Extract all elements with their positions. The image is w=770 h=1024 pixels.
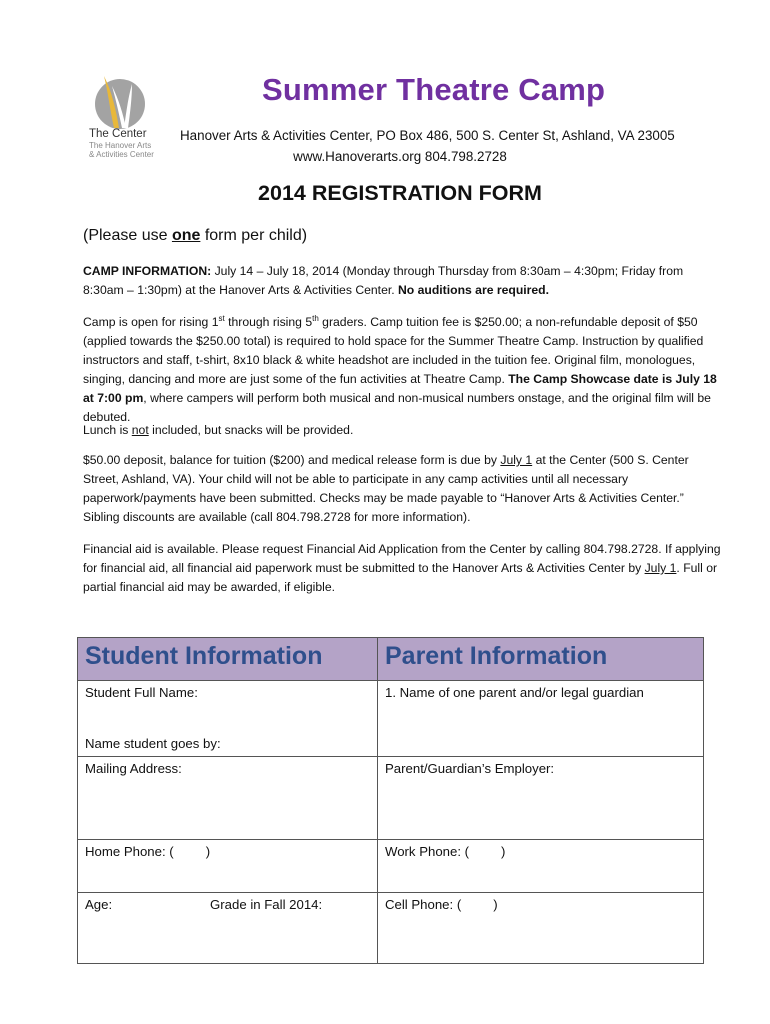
home-phone-label: Home Phone: (	[85, 844, 174, 859]
grade-label: Grade in Fall 2014:	[210, 897, 323, 912]
employer-label: Parent/Guardian’s Employer:	[385, 761, 555, 776]
lunch-paragraph	[83, 421, 723, 440]
para-text: at the Center (500 S. Center Street, Ashland, VA). Your child will not be able to participate in any camp activities until all necessary paperwork/payments have been submitted. Checks may be made payable to “Hanover Arts & Activities Center.” Sibling discounts are available (call 804.798.2728 for more information).	[83, 453, 689, 524]
age-label: Age:	[85, 897, 113, 912]
para-text: . Full or partial financial aid may be awarded, if eligible.	[83, 561, 718, 594]
website-phone: www.Hanoverarts.org 804.798.2728	[293, 149, 507, 164]
para-text: , where campers will perform both musical and non-musical numbers onstage, and the original film will be debuted.	[83, 391, 711, 424]
work-phone-field[interactable]	[378, 840, 704, 893]
cell-phone-label: Cell Phone: (	[385, 897, 462, 912]
registration-table	[77, 637, 704, 964]
logo-sub-line1: The Hanover Arts	[89, 141, 152, 150]
note-text-end: form per child)	[200, 227, 308, 244]
parent-info-header: Parent Information	[378, 638, 704, 681]
underlined-text: July 1	[644, 561, 677, 575]
form-title: 2014 REGISTRATION FORM	[258, 181, 542, 205]
page-title: Summer Theatre Camp	[262, 72, 606, 107]
note-text: (Please use	[83, 227, 172, 244]
parent-name-label: 1. Name of one parent and/or legal guardian	[385, 685, 644, 700]
camp-details-paragraph	[83, 313, 723, 427]
para-text: through rising 5	[224, 315, 313, 329]
paren-close: )	[493, 897, 498, 912]
note-emphasis: one	[171, 227, 201, 244]
para-text: included, but snacks will be provided.	[148, 423, 354, 437]
cell-phone-field[interactable]	[378, 893, 704, 964]
paren-close: )	[205, 844, 211, 859]
logo-sub-line2: & Activities Center	[89, 150, 154, 159]
center-address: Hanover Arts & Activities Center, PO Box 486, 500 S. Center St, Ashland, VA 23005	[180, 128, 675, 143]
goes-by-label: Name student goes by:	[85, 736, 221, 751]
logo-name: The Center	[89, 128, 147, 140]
para-text: Lunch is	[83, 423, 132, 437]
camp-info-text: July 14 – July 18, 2014 (Monday through Thursday from 8:30am – 4:30pm; Friday from 8:30am – 1:30pm) at the Hanover Arts & Activities Center.	[83, 264, 684, 297]
student-name-label: Student Full Name:	[85, 685, 198, 700]
mailing-address-label: Mailing Address:	[85, 761, 182, 776]
para-text: Camp is open for rising 1	[83, 315, 219, 329]
deposit-paragraph	[83, 451, 723, 527]
para-text: $50.00 deposit, balance for tuition ($200) and medical release form is due by	[83, 453, 501, 467]
parent-name-field[interactable]	[378, 681, 704, 757]
underlined-text: not	[131, 423, 149, 437]
employer-field[interactable]	[378, 757, 704, 840]
student-info-header: Student Information	[78, 638, 378, 681]
student-name-field[interactable]	[78, 681, 378, 757]
superscript: th	[312, 313, 319, 323]
camp-information	[83, 262, 723, 300]
financial-aid-paragraph	[83, 540, 723, 597]
underlined-text: July 1	[500, 453, 533, 467]
para-text: graders. Camp tuition fee is $250.00; a non-refundable deposit of $50 (applied towards the $250.00 total) is required to hold space for the Summer Theatre Camp. Instruction by qualified instructors and staff, t-shirt, 8x10 black & white headshot are included in the tuition fee. Original film, monologues, singing, dancing and more are just some of the fun activities at Theatre Camp.	[83, 315, 704, 386]
age-grade-field[interactable]	[78, 893, 378, 964]
mailing-address-field[interactable]	[78, 757, 378, 840]
camp-info-label: CAMP INFORMATION:	[83, 264, 212, 278]
work-phone-label: Work Phone: (	[385, 844, 470, 859]
para-text: Financial aid is available. Please request Financial Aid Application from the Center by calling 804.798.2728. If applying for financial aid, all financial aid paperwork must be submitted to the Hanover Arts & Activities Center by	[83, 542, 721, 575]
no-auditions-note: No auditions are required.	[398, 283, 550, 297]
logo-subtitle	[89, 141, 169, 159]
showcase-date: The Camp Showcase date is July 18 at 7:00 pm	[83, 372, 717, 405]
home-phone-field[interactable]	[78, 840, 378, 893]
form-note	[83, 227, 723, 245]
paren-close: )	[501, 844, 506, 859]
superscript: st	[218, 313, 225, 323]
